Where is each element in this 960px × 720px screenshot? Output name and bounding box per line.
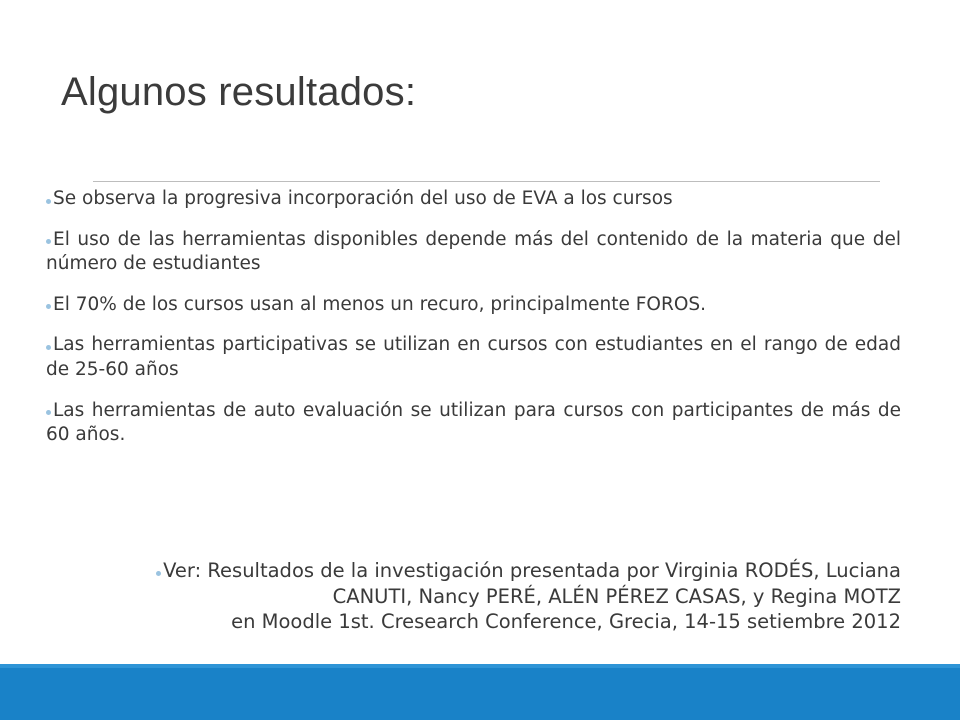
bullet-text: Las herramientas de auto evaluación se utilizan para cursos con participantes de más de 60 años.	[46, 399, 901, 446]
footer-bar-highlight	[0, 664, 960, 668]
bullet-item	[46, 187, 901, 212]
bullet-item	[46, 399, 901, 448]
bullet-dot-icon	[156, 571, 161, 576]
bullet-dot-icon	[46, 410, 51, 415]
reference-text: Ver: Resultados de la investigación presentada por Virginia RODÉS, Luciana	[163, 559, 901, 582]
reference-line: en Moodle 1st. Cresearch Conference, Grecia, 14-15 setiembre 2012	[231, 610, 901, 634]
bullet-dot-icon	[46, 345, 51, 350]
bullet-dot-icon	[46, 304, 51, 309]
bullet-text: Las herramientas participativas se utilizan en cursos con estudiantes en el rango de edad de 25-60 años	[46, 334, 901, 380]
slide-title: Algunos resultados:	[61, 70, 417, 114]
bullet-item	[46, 333, 901, 382]
bullet-item	[46, 293, 901, 318]
title-divider	[93, 181, 880, 182]
bullet-text: El uso de las herramientas disponibles depende más del contenido de la materia que del número de estudiantes	[46, 228, 901, 275]
reference-citation	[71, 558, 901, 635]
reference-line: CANUTI, Nancy PERÉ, ALÉN PÉREZ CASAS, y Regina MOTZ	[332, 584, 901, 608]
footer-bar	[0, 664, 960, 720]
bullet-item	[46, 228, 901, 277]
bullet-dot-icon	[46, 239, 51, 244]
bullet-list	[46, 187, 901, 464]
bullet-text: El 70% de los cursos usan al menos un recuro, principalmente FOROS.	[53, 293, 707, 315]
reference-line	[71, 558, 901, 584]
bullet-dot-icon	[46, 199, 51, 204]
bullet-text: Se observa la progresiva incorporación del uso de EVA a los cursos	[53, 188, 673, 209]
